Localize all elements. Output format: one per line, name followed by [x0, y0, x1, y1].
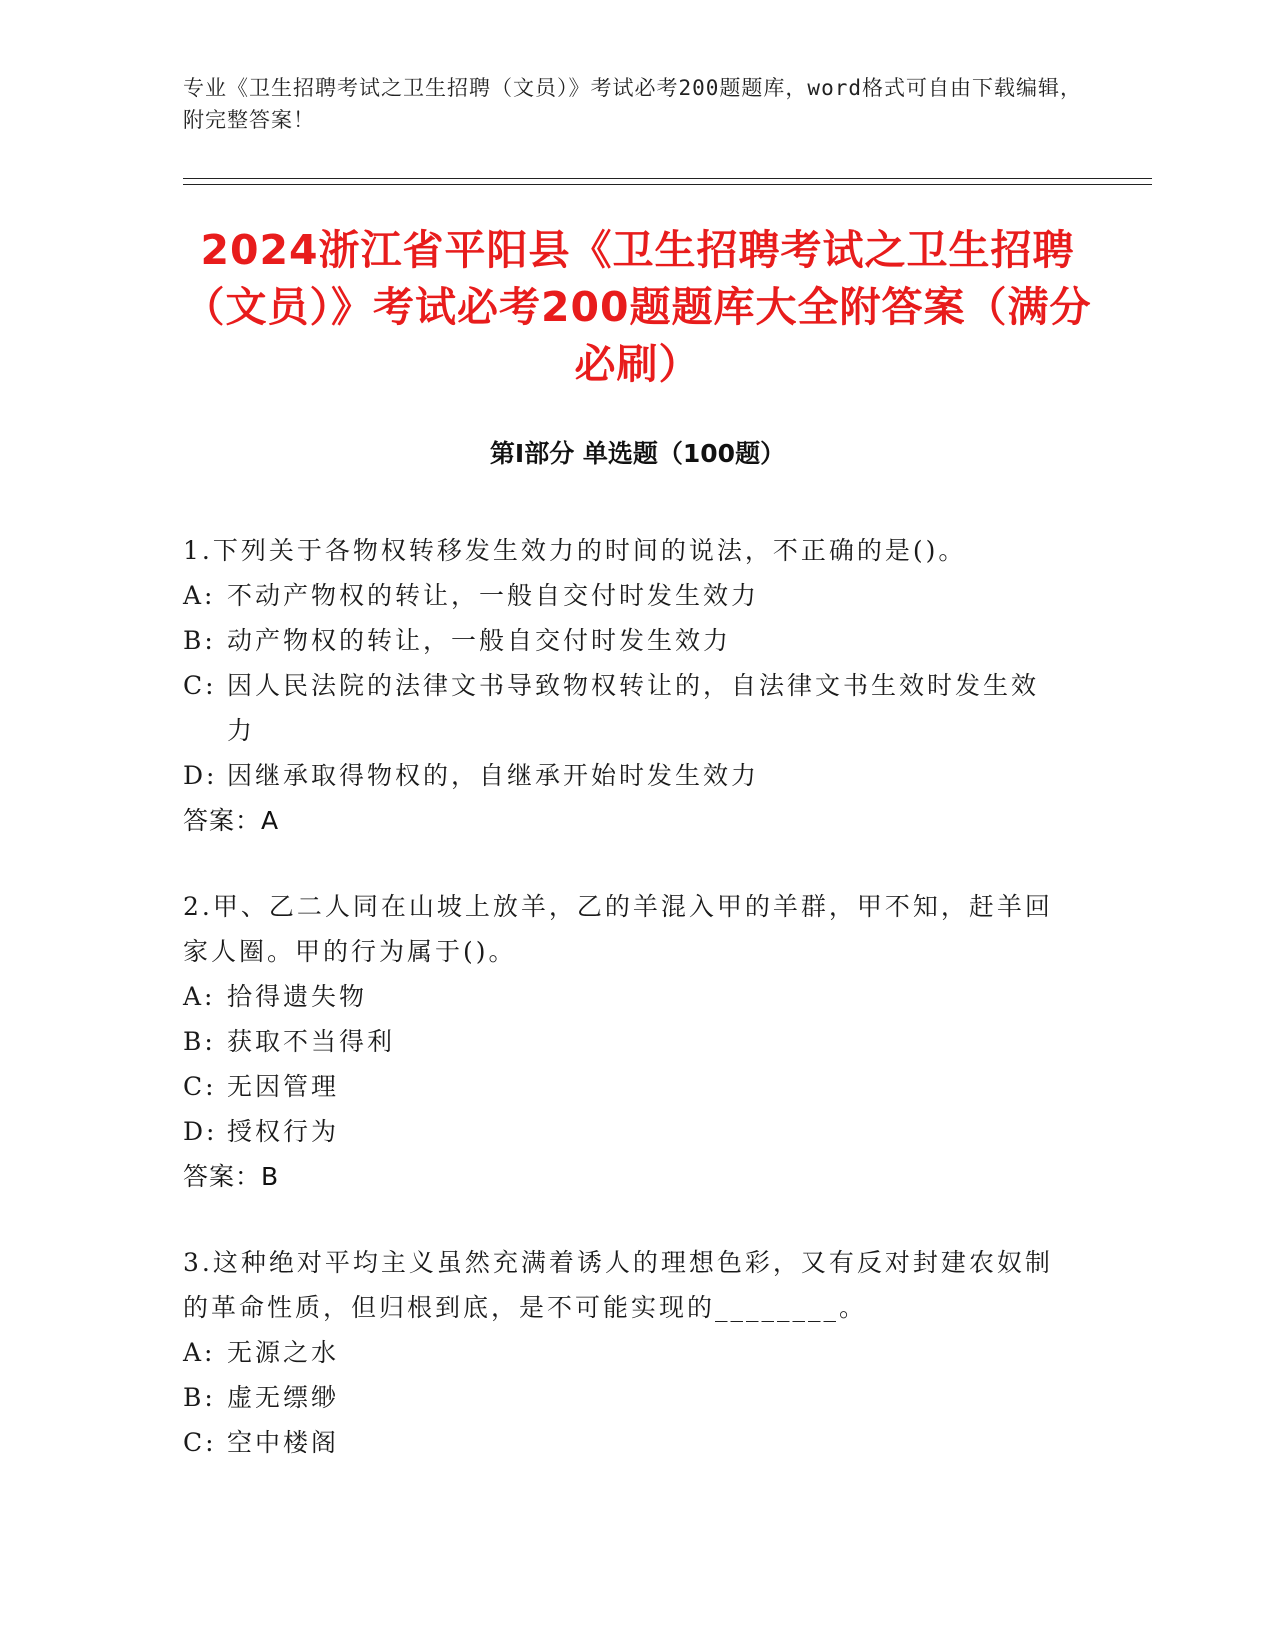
option-letter: B: — [183, 1383, 216, 1412]
option-text: 无源之水 — [227, 1338, 340, 1367]
option-text: 因人民法院的法律文书导致物权转让的，自法律文书生效时发生效力 — [227, 671, 1040, 745]
question-list — [183, 528, 1063, 1505]
option-c — [183, 663, 1063, 753]
option-a — [183, 573, 1063, 618]
answer-line: 答案：A — [183, 806, 280, 835]
option-text: 拾得遗失物 — [227, 982, 368, 1011]
option-letter: B: — [183, 626, 216, 655]
question-stem: 1.下列关于各物权转移发生效力的时间的说法，不正确的是()。 — [183, 536, 967, 565]
option-text: 空中楼阁 — [227, 1428, 340, 1457]
option-letter: A: — [183, 1338, 216, 1367]
option-letter: D: — [183, 1117, 218, 1146]
option-b — [183, 1019, 1063, 1064]
option-c — [183, 1064, 1063, 1109]
option-letter: A: — [183, 982, 216, 1011]
option-text: 获取不当得利 — [227, 1027, 396, 1056]
header-note: 专业《卫生招聘考试之卫生招聘（文员）》考试必考200题题库，word格式可自由下载编辑，附完整答案！ — [183, 76, 1082, 132]
option-b — [183, 1375, 1063, 1420]
question-stem: 2.甲、乙二人同在山坡上放羊，乙的羊混入甲的羊群，甲不知，赶羊回家人圈。甲的行为属于()。 — [183, 892, 1053, 966]
question-2 — [183, 884, 1063, 1200]
header-divider-top — [183, 178, 1152, 179]
option-c — [183, 1420, 1063, 1465]
document-title: 2024浙江省平阳县《卫生招聘考试之卫生招聘（文员）》考试必考200题题库大全附答案（满分必刷） — [183, 226, 1092, 388]
option-b — [183, 618, 1063, 663]
option-d — [183, 753, 1063, 798]
option-letter: D: — [183, 761, 218, 790]
option-text: 无因管理 — [227, 1072, 340, 1101]
option-letter: C: — [183, 1072, 217, 1101]
option-a — [183, 1330, 1063, 1375]
option-letter: C: — [183, 1428, 217, 1457]
question-stem: 3.这种绝对平均主义虽然充满着诱人的理想色彩，又有反对封建农奴制的革命性质，但归根到底，是不可能实现的________。 — [183, 1248, 1053, 1322]
question-3 — [183, 1240, 1063, 1465]
option-d — [183, 1109, 1063, 1154]
question-1 — [183, 528, 1063, 844]
option-text: 虚无缥缈 — [227, 1383, 340, 1412]
section-heading: 第Ⅰ部分 单选题（100题） — [489, 439, 786, 468]
answer-line: 答案：B — [183, 1162, 280, 1191]
option-text: 动产物权的转让，一般自交付时发生效力 — [227, 626, 732, 655]
option-letter: C: — [183, 671, 217, 700]
header-divider-bottom — [183, 184, 1152, 185]
option-letter: B: — [183, 1027, 216, 1056]
option-text: 不动产物权的转让，一般自交付时发生效力 — [227, 581, 760, 610]
option-a — [183, 974, 1063, 1019]
option-letter: A: — [183, 581, 216, 610]
option-text: 授权行为 — [227, 1117, 340, 1146]
option-text: 因继承取得物权的，自继承开始时发生效力 — [227, 761, 760, 790]
